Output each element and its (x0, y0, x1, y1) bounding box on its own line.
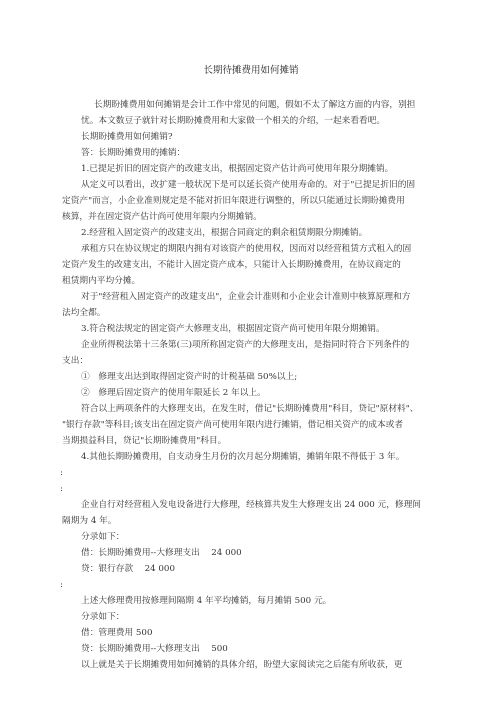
paragraph-line: 当期损益科目，贷记"长期盼摊费用"科目。 (62, 436, 227, 446)
paragraph-line: 从定义可以看出，改扩建一般状况下是可以延长资产使用寿命的。对于"已提足折旧的固 (81, 180, 416, 190)
paragraph-line: 法均全都。 (62, 308, 106, 318)
paragraph-line: 对于"经营租入固定资产的改建支出"，企业会计准则和小企业会计准则中核算原理和方 (81, 292, 411, 302)
paragraph-line: 企业所得税法第十三条第(三)项所称固定资产的大修理支出，是指同时符合下列条件的 (81, 340, 410, 350)
paragraph-line: "银行存款"等科目;该支出在固定资产尚可使用年限内进行摊销，借记相关资产的成本或者 (62, 420, 404, 430)
paragraph-line: 定资产发生的改建支出，不能计入固定资产成本，只能计入长期盼摊费用，在协议商定的 (62, 260, 401, 270)
paragraph-line: 上述大修理费用按修理间隔期 4 年平均摊销，每月摊销 500 元。 (81, 596, 332, 606)
paragraph-line: ① 修理支出达到取得固定资产时的计税基础 50%以上; (81, 372, 298, 382)
journal-entry-debit: 借：长期盼摊费用--大修理支出 24 000 (81, 548, 242, 558)
paragraph-line: 长期盼摊费用如何摊销是会计工作中常见的问题，假如不太了解这方面的内容，别担 (94, 100, 416, 110)
paragraph-line: 忧。本文数豆子就针对长期盼摊费用和大家做一个相关的介绍，一起来看看吧。 (81, 116, 386, 126)
paragraph-line: 承租方只在协议规定的期限内拥有对该资产的使用权，因而对以经营租赁方式租入的固 (81, 244, 412, 254)
paragraph-line: 长期盼摊费用如何摊销? (81, 132, 173, 142)
document-title: 长期待摊费用如何摊销 (203, 65, 299, 76)
paragraph-line: 以上就是关于长期摊费用如何摊销的具体介绍，盼望大家阅读完之后能有所收获，更 (81, 660, 403, 670)
paragraph-line: 4.其他长期盼摊费用，自支动身生月份的次月起分期摊销，摊销年限不得低于 3 年。 (81, 452, 405, 462)
journal-entry-credit: 贷：长期盼摊费用--大修理支出 500 (81, 644, 228, 654)
paragraph-line: ② 修理后固定资产的使用年限延长 2 年以上。 (81, 388, 266, 398)
paragraph-line: 1.已提足折旧的固定资产的改建支出，根据固定资产估计尚可使用年限分期摊销。 (81, 164, 394, 174)
colon-mark: : (60, 468, 63, 478)
paragraph-line: 隔期为 4 年。 (62, 516, 117, 526)
paragraph-line: 符合以上两项条件的大修理支出，在发生时，借记"长期盼摊费用"科目，贷记"原材料"、 (81, 404, 419, 414)
paragraph-line: 3.符合税法规定的固定资产大修理支出，根据固定资产尚可使用年限分期摊销。 (81, 324, 385, 334)
paragraph-line: 定资产"而言，小企业准则规定是不能对折旧年限进行调整的，所以只能通过长期盼摊费用 (62, 196, 405, 206)
paragraph-line: 分录如下： (81, 532, 125, 542)
journal-entry-credit: 贷：银行存款 24 000 (81, 564, 175, 574)
colon-mark: : (60, 484, 63, 494)
colon-mark: : (60, 580, 63, 590)
paragraph-line: 租赁期内平均分摊。 (62, 276, 141, 286)
paragraph-line: 答：长期盼摊费用的摊销： (81, 148, 186, 158)
journal-entry-debit: 借：管理费用 500 (81, 628, 153, 638)
paragraph-line: 分录如下： (81, 612, 125, 622)
paragraph-line: 企业自行对经营租入发电设备进行大修理，经核算共发生大修理支出 24 000 元，修理间 (81, 500, 421, 510)
paragraph-line: 2.经营租入固定资产的改建支出，根据合同商定的剩余租赁期限分期摊销。 (81, 228, 368, 238)
paragraph-line: 支出： (62, 356, 89, 366)
paragraph-line: 核算，并在固定资产估计尚可使用年限内分期摊销。 (62, 212, 262, 222)
